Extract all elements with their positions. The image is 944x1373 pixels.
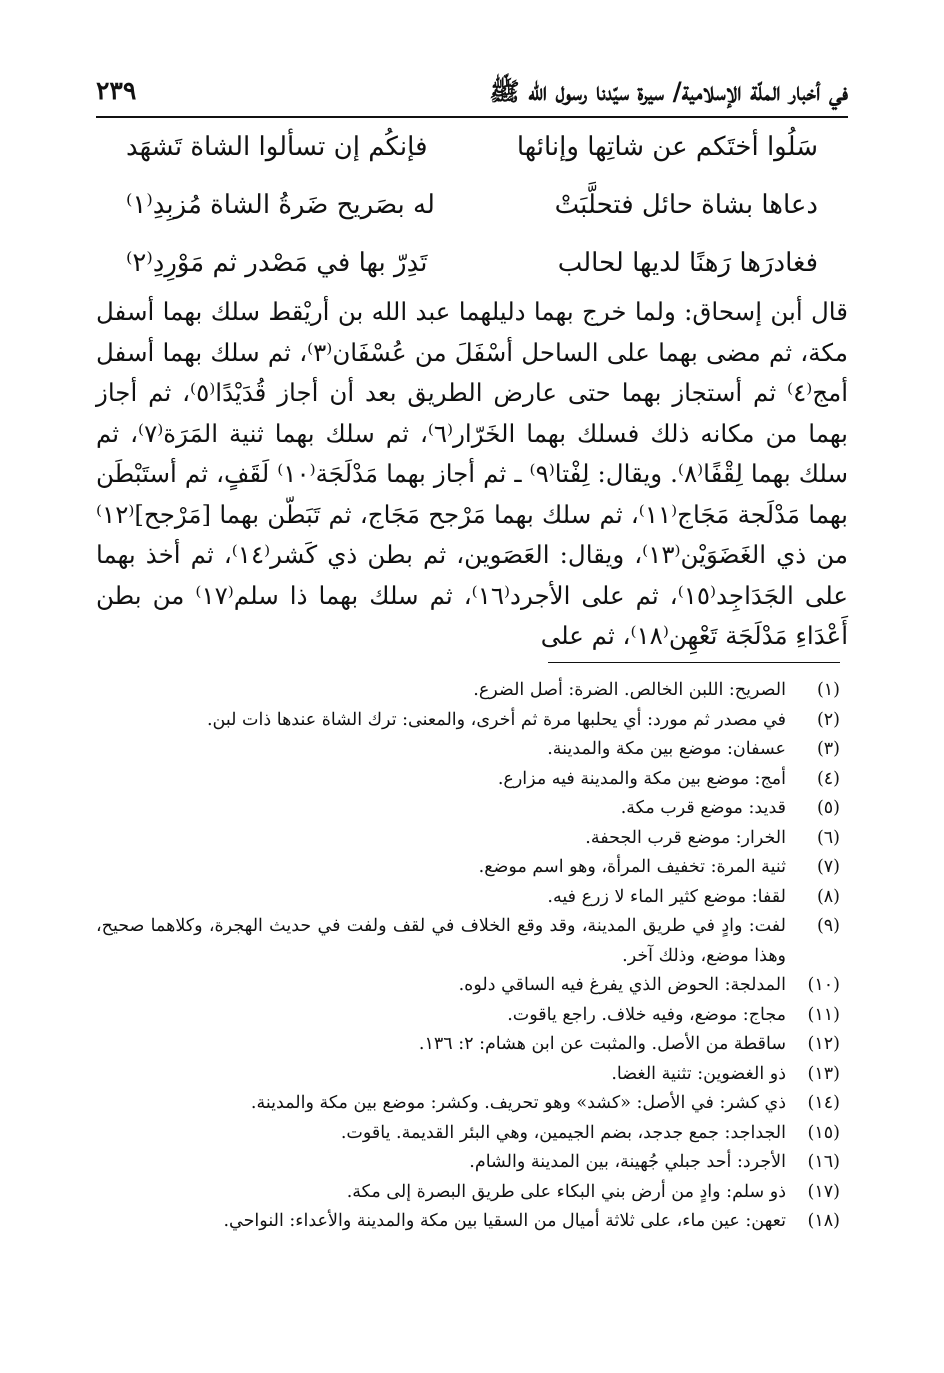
footnote — [96, 706, 840, 736]
footnote-text: ثنية المرة: تخفيف المرأة، وهو اسم موضع. — [478, 857, 786, 877]
footnote — [96, 765, 840, 795]
verse-first-hemistich: سَلُوا أختَكم عن شاتِها وإنائها — [516, 132, 818, 162]
footnote-text: الأجرد: أحد جبلي جُهينة، بين المدينة والشام. — [469, 1152, 786, 1172]
footnote-text: الخرار: موضع قرب الجحفة. — [585, 827, 786, 848]
footnote-text: الصريح: اللبن الخالص. الضرة: أصل الضرع. — [473, 680, 786, 700]
footnote-text: قديد: موضع قرب مكة. — [620, 798, 786, 818]
footnote-number: (٨) — [816, 886, 840, 907]
footnote — [96, 853, 840, 883]
verse — [96, 124, 848, 182]
verse-second-hemistich: تَدِرّ بها في مَصْدر ثم مَوْرِدِ⁽٢⁾ — [126, 248, 428, 278]
footnote-text: مجاج: موضع، وفيه خلاف. راجع ياقوت. — [507, 1004, 786, 1025]
footnote-number: (١٥) — [807, 1122, 840, 1143]
footnote — [96, 735, 840, 765]
footnote-number: (٥) — [816, 798, 840, 818]
verse-first-hemistich: دعاها بشاة حائل فتحلَّبَتْ — [554, 190, 818, 220]
footnote-number: (٩) — [816, 916, 840, 936]
footnote-number: (٢) — [816, 709, 840, 730]
footnotes — [96, 676, 840, 1237]
verse — [96, 240, 848, 298]
footnote-text: في مصدر ثم مورد: أي يحلبها مرة ثم أخرى، والمعنى: ترك الشاة عندها ذات لبن. — [206, 709, 786, 730]
verse-first-hemistich: فغادرَها رَهنًا لديها لحالب — [557, 248, 818, 278]
footnote-number: (١٤) — [807, 1093, 840, 1113]
body-paragraph: قال أبن إسحاق: ولما خرج بهما دليلهما عبد الله بن أريْقط سلك بهما أسفل مكة، ثم مضى بهما على الساحل أسْفَلَ من عُسْفَان⁽٣⁾، ثم سلك بهما أسفل أمج⁽٤⁾ ثم أستجاز بهما حتى عارض الطريق بعد أن أجاز قُدَيْدًا⁽٥⁾، ثم أجاز بهما من مكانه ذلك فسلك بهما الخَرّار⁽٦⁾، ثم سلك بهما ثنية المَرَة⁽٧⁾، ثم سلك بهما لِقْفًا⁽٨⁾. ويقال: لِفْتا⁽٩⁾ ـ ثم أجاز بهما مَدْلَجَة⁽١٠⁾ لَقَفٍ، ثم أستَبْطَن بهما مَدْلَجة مَجَاج⁽١١⁾، ثم سلك بهما مَرْجح مَجَاج، ثم تَبَطّن بهما [مَرْجح]⁽١٢⁾ من ذي الغَضَوَيْن⁽١٣⁾، ويقال: العَصَوين، ثم بطن ذي كَشر⁽١٤⁾، ثم أخذ بهما على الجَدَاجِد⁽١٥⁾، ثم على الأجرد⁽١٦⁾، ثم سلك بهما ذا سلم⁽١٧⁾ من بطن أَعْدَاءِ مَدْلَجَة تَعْهِن⁽١٨⁾، ثم على — [96, 297, 849, 650]
footnote — [96, 1119, 840, 1149]
footnote-number: (١٠) — [807, 975, 840, 995]
verse-second-hemistich: فإنكُم إن تسألوا الشاة تَشهَد — [126, 132, 428, 162]
footnote — [96, 1178, 840, 1208]
footnote-text: ساقطة من الأصل. والمثبت عن ابن هشام: ٢: ١٣٦. — [418, 1034, 786, 1054]
footnote — [96, 1060, 840, 1090]
verse-second-hemistich: له بصَريح ضَرةُ الشاة مُزبِدِ⁽١⁾ — [126, 190, 435, 220]
page-number: ٢٣٩ — [96, 76, 137, 105]
footnote-number: (٧) — [816, 857, 840, 877]
footnote-text: المدلجة: الحوض الذي يفرغ فيه الساقي دلوه. — [458, 975, 786, 995]
footnote — [96, 1207, 840, 1237]
footnote-number: (١) — [816, 680, 840, 700]
page-header — [96, 70, 848, 118]
footnote-divider — [548, 662, 840, 663]
footnote — [96, 883, 840, 913]
footnote — [96, 794, 840, 824]
footnote-number: (١٧) — [807, 1181, 840, 1202]
footnote-text: لقفا: موضع كثير الماء لا زرع فيه. — [547, 886, 786, 907]
footnote-text: لفت: وادٍ في طريق المدينة، وقد وقع الخلاف في لقف ولفت في حديث الهجرة، وكلاهما صحيح، وهذا موضع، وذلك آخر. — [96, 916, 786, 966]
footnote-number: (١٦) — [807, 1152, 840, 1172]
footnote-number: (٦) — [816, 827, 840, 848]
footnote-text: ذو الغضوين: تثنية الغضا. — [611, 1063, 786, 1084]
footnote-number: (١٢) — [807, 1034, 840, 1054]
footnote — [96, 1089, 840, 1119]
poem — [96, 124, 848, 298]
footnote-text: الجداجد: جمع جدجد، بضم الجيمين، وهي البئر القديمة. ياقوت. — [340, 1122, 786, 1143]
footnote-text: ذي كشر: في الأصل: «كشد» وهو تحريف. وكشر: موضع بين مكة والمدينة. — [250, 1093, 786, 1113]
footnote-text: أمج: موضع بين مكة والمدينة فيه مزارع. — [497, 768, 786, 789]
footnote — [96, 912, 840, 971]
footnote-text: تعهن: عين ماء، على ثلاثة أميال من السقيا بين مكة والمدينة والأعداء: النواحي. — [223, 1211, 786, 1231]
footnote-text: ذو سلم: وادٍ من أرض بني البكاء على طريق البصرة إلى مكة. — [346, 1181, 786, 1202]
footnote — [96, 1030, 840, 1060]
verse — [96, 182, 848, 240]
footnote-number: (١١) — [807, 1004, 840, 1025]
footnote — [96, 676, 840, 706]
footnote-number: (١٣) — [807, 1063, 840, 1084]
footnote-number: (٣) — [816, 739, 840, 759]
footnote — [96, 971, 840, 1001]
footnote — [96, 824, 840, 854]
running-title: في أخبار الملّة الإسلامية/ سيرة سيّدنا رسول الله ﷺ — [489, 77, 848, 106]
footnote-text: عسفان: موضع بين مكة والمدينة. — [547, 739, 786, 759]
footnote-number: (٤) — [816, 768, 840, 789]
footnote-number: (١٨) — [807, 1211, 840, 1231]
footnote — [96, 1148, 840, 1178]
footnote — [96, 1001, 840, 1031]
